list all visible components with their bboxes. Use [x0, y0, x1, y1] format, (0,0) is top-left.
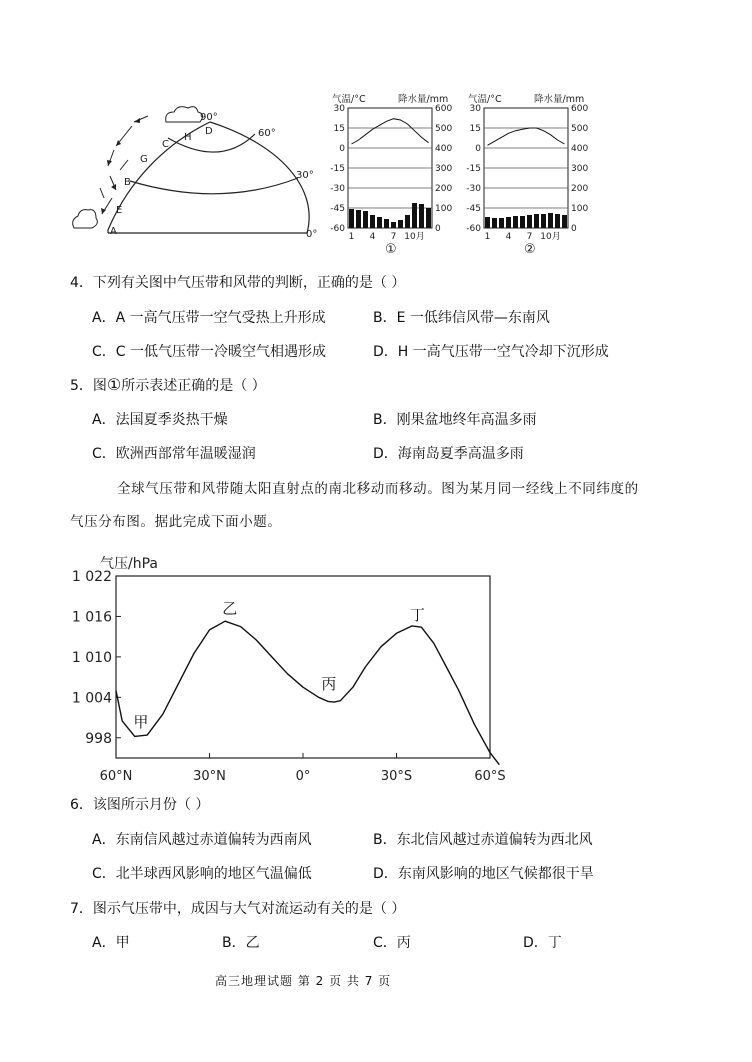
left-tick-label: -60 — [466, 224, 481, 234]
pressure-line — [116, 621, 499, 765]
right-axis-title: 降水量/mm — [534, 94, 585, 105]
q6-option-b[interactable]: B．东北信风越过赤道偏转为西北风 — [373, 832, 593, 848]
right-axis-title: 降水量/mm — [398, 94, 449, 105]
x-tick-label: 60°N — [99, 769, 133, 784]
pressure-chart — [70, 548, 506, 784]
left-tick-label: 15 — [333, 124, 345, 134]
lat-label-30: 30° — [296, 170, 314, 181]
right-tick-label: 300 — [435, 164, 453, 174]
q4-option-a[interactable]: A．A 一高气压带一空气受热上升形成 — [92, 310, 326, 326]
precip-bar — [363, 211, 368, 228]
wind-arrow — [120, 160, 128, 170]
q7-option-c[interactable]: C．丙 — [373, 935, 411, 951]
x-tick-label: 0° — [295, 769, 311, 784]
precip-bar — [405, 215, 410, 228]
precip-bar — [555, 214, 560, 228]
q7-option-d[interactable]: D．丁 — [523, 935, 562, 951]
precip-bar — [548, 213, 553, 228]
x-tick-label: 4 — [505, 232, 512, 242]
precip-bar — [499, 218, 504, 228]
left-tick-label: -30 — [466, 184, 481, 194]
precip-bar — [377, 217, 382, 228]
intro-line-1: 全球气压带和风带随太阳直射点的南北移动而移动。图为某月同一经线上不同纬度的 — [117, 481, 639, 497]
precip-bar — [492, 218, 497, 228]
x-tick-label: 4 — [369, 232, 376, 242]
x-tick-label: 7 — [526, 232, 533, 242]
x-tick-label: 1 — [484, 232, 491, 242]
climate-chart-1 — [330, 90, 470, 258]
belt-label-c: C — [162, 139, 169, 150]
q6-stem: 6．该图所示月份（ ） — [70, 797, 210, 813]
right-tick-label: 0 — [435, 224, 441, 234]
wind-arrow — [100, 188, 104, 198]
right-tick-label: 600 — [435, 104, 453, 114]
page-footer: 高三地理试题 第 2 页 共 7 页 — [215, 974, 392, 988]
left-tick-label: -45 — [466, 204, 481, 214]
intro-line-2: 气压分布图。据此完成下面小题。 — [70, 514, 282, 530]
left-tick-label: -45 — [330, 204, 345, 214]
q4-option-d[interactable]: D．H 一高气压带一空气冷却下沉形成 — [373, 344, 609, 360]
q5-option-c[interactable]: C．欧洲西部常年温暖湿润 — [92, 446, 256, 462]
precip-bar — [349, 209, 354, 228]
q6-option-d[interactable]: D．东南风影响的地区气候都很干旱 — [373, 866, 594, 882]
belt-label-h: H — [184, 132, 192, 143]
precip-bar — [391, 222, 396, 228]
left-axis-title: 气温/°C — [468, 94, 502, 105]
left-tick-label: 0 — [475, 144, 481, 154]
arrowhead — [107, 160, 112, 166]
q5-figure-mark: ① — [106, 375, 122, 394]
precip-bar — [485, 217, 490, 228]
left-tick-label: -15 — [466, 164, 481, 174]
temperature-line — [352, 119, 429, 144]
q5-option-a[interactable]: A．法国夏季炎热干燥 — [92, 412, 228, 428]
x-tick-label: 30°S — [380, 769, 413, 784]
temperature-line — [488, 128, 565, 145]
q5-option-d[interactable]: D．海南岛夏季高温多雨 — [373, 446, 524, 462]
belt-label-a: A — [110, 226, 117, 237]
precip-bar — [384, 219, 389, 228]
left-tick-label: -15 — [330, 164, 345, 174]
precip-bar — [419, 204, 424, 228]
y-tick-label: 1 010 — [71, 649, 112, 666]
precip-bar — [527, 215, 532, 228]
pressure-belt-label: 乙 — [222, 599, 238, 618]
x-tick-label: 7 — [390, 232, 397, 242]
q5-stem-prefix: 5．图 — [70, 378, 107, 394]
right-tick-label: 100 — [435, 204, 453, 214]
chart-id-label: ② — [524, 242, 536, 257]
latitude-30-arc — [130, 178, 298, 194]
q5-stem-suffix: 所示表述正确的是（ ） — [121, 378, 266, 394]
chart-id-label: ① — [385, 242, 397, 257]
wind-belt-diagram — [70, 98, 332, 246]
y-axis-title: 气压/hPa — [100, 556, 158, 572]
cloud-icon — [73, 210, 98, 228]
lat-label-90: 90° — [200, 112, 218, 123]
precip-bar — [398, 220, 403, 228]
precip-bar — [356, 210, 361, 228]
right-tick-label: 200 — [435, 184, 453, 194]
right-tick-label: 500 — [435, 124, 453, 134]
q6-option-c[interactable]: C．北半球西风影响的地区气温偏低 — [92, 866, 312, 882]
y-tick-label: 998 — [85, 730, 112, 747]
left-axis-title: 气温/°C — [332, 94, 366, 105]
precip-bar — [370, 215, 375, 228]
precip-bar — [426, 208, 431, 228]
x-tick-label: 30°N — [193, 769, 226, 784]
precip-bar — [513, 216, 518, 228]
left-tick-label: -30 — [330, 184, 345, 194]
left-tick-label: -60 — [330, 224, 345, 234]
right-tick-label: 400 — [571, 144, 589, 154]
belt-label-d: D — [205, 126, 213, 137]
y-tick-label: 1 016 — [71, 609, 112, 626]
cloud-icon — [166, 107, 203, 122]
q6-option-a[interactable]: A．东南信风越过赤道偏转为西南风 — [92, 832, 312, 848]
plot-frame — [116, 576, 490, 758]
right-tick-label: 300 — [571, 164, 589, 174]
lat-label-60: 60° — [258, 128, 276, 139]
left-tick-label: 30 — [333, 104, 345, 114]
x-tick-label: 10月 — [404, 232, 425, 242]
arrowhead — [134, 118, 140, 123]
precip-bar — [520, 216, 525, 228]
lat-label-0: 0° — [306, 229, 318, 240]
pressure-belt-label: 丙 — [321, 675, 337, 694]
x-tick-label: 10月 — [540, 232, 561, 242]
precip-bar — [541, 214, 546, 228]
q7-option-b[interactable]: B．乙 — [222, 935, 260, 951]
left-tick-label: 15 — [469, 124, 481, 134]
belt-label-e: E — [116, 205, 123, 216]
y-tick-label: 1 004 — [71, 690, 112, 707]
q7-option-a[interactable]: A．甲 — [92, 935, 130, 951]
pressure-belt-label: 丁 — [409, 605, 425, 624]
pressure-belt-label: 甲 — [133, 712, 149, 731]
right-tick-label: 600 — [571, 104, 589, 114]
precip-bar — [562, 215, 567, 228]
precip-bar — [534, 214, 539, 228]
q4-option-b[interactable]: B．E 一低纬信风带—东南风 — [373, 310, 550, 326]
left-tick-label: 0 — [339, 144, 345, 154]
left-tick-label: 30 — [469, 104, 481, 114]
q5-option-b[interactable]: B．刚果盆地终年高温多雨 — [373, 412, 537, 428]
q7-stem: 7．图示气压带中，成因与大气对流运动有关的是（ ） — [70, 901, 406, 917]
precip-bar — [412, 203, 417, 228]
precip-bar — [506, 217, 511, 228]
right-tick-label: 200 — [571, 184, 589, 194]
y-tick-label: 1 022 — [71, 569, 112, 585]
x-tick-label: 60°S — [474, 769, 506, 784]
right-tick-label: 500 — [571, 124, 589, 134]
q4-stem: 4．下列有关图中气压带和风带的判断，正确的是（ ） — [70, 275, 406, 291]
q4-option-c[interactable]: C．C 一低气压带一冷暖空气相遇形成 — [92, 344, 327, 360]
q5-stem — [70, 376, 266, 395]
belt-label-b: B — [124, 177, 131, 188]
climate-chart-2 — [466, 90, 606, 258]
belt-label-g: G — [140, 154, 148, 165]
right-tick-label: 400 — [435, 144, 453, 154]
x-tick-label: 1 — [348, 232, 355, 242]
right-tick-label: 0 — [571, 224, 577, 234]
right-tick-label: 100 — [571, 204, 589, 214]
